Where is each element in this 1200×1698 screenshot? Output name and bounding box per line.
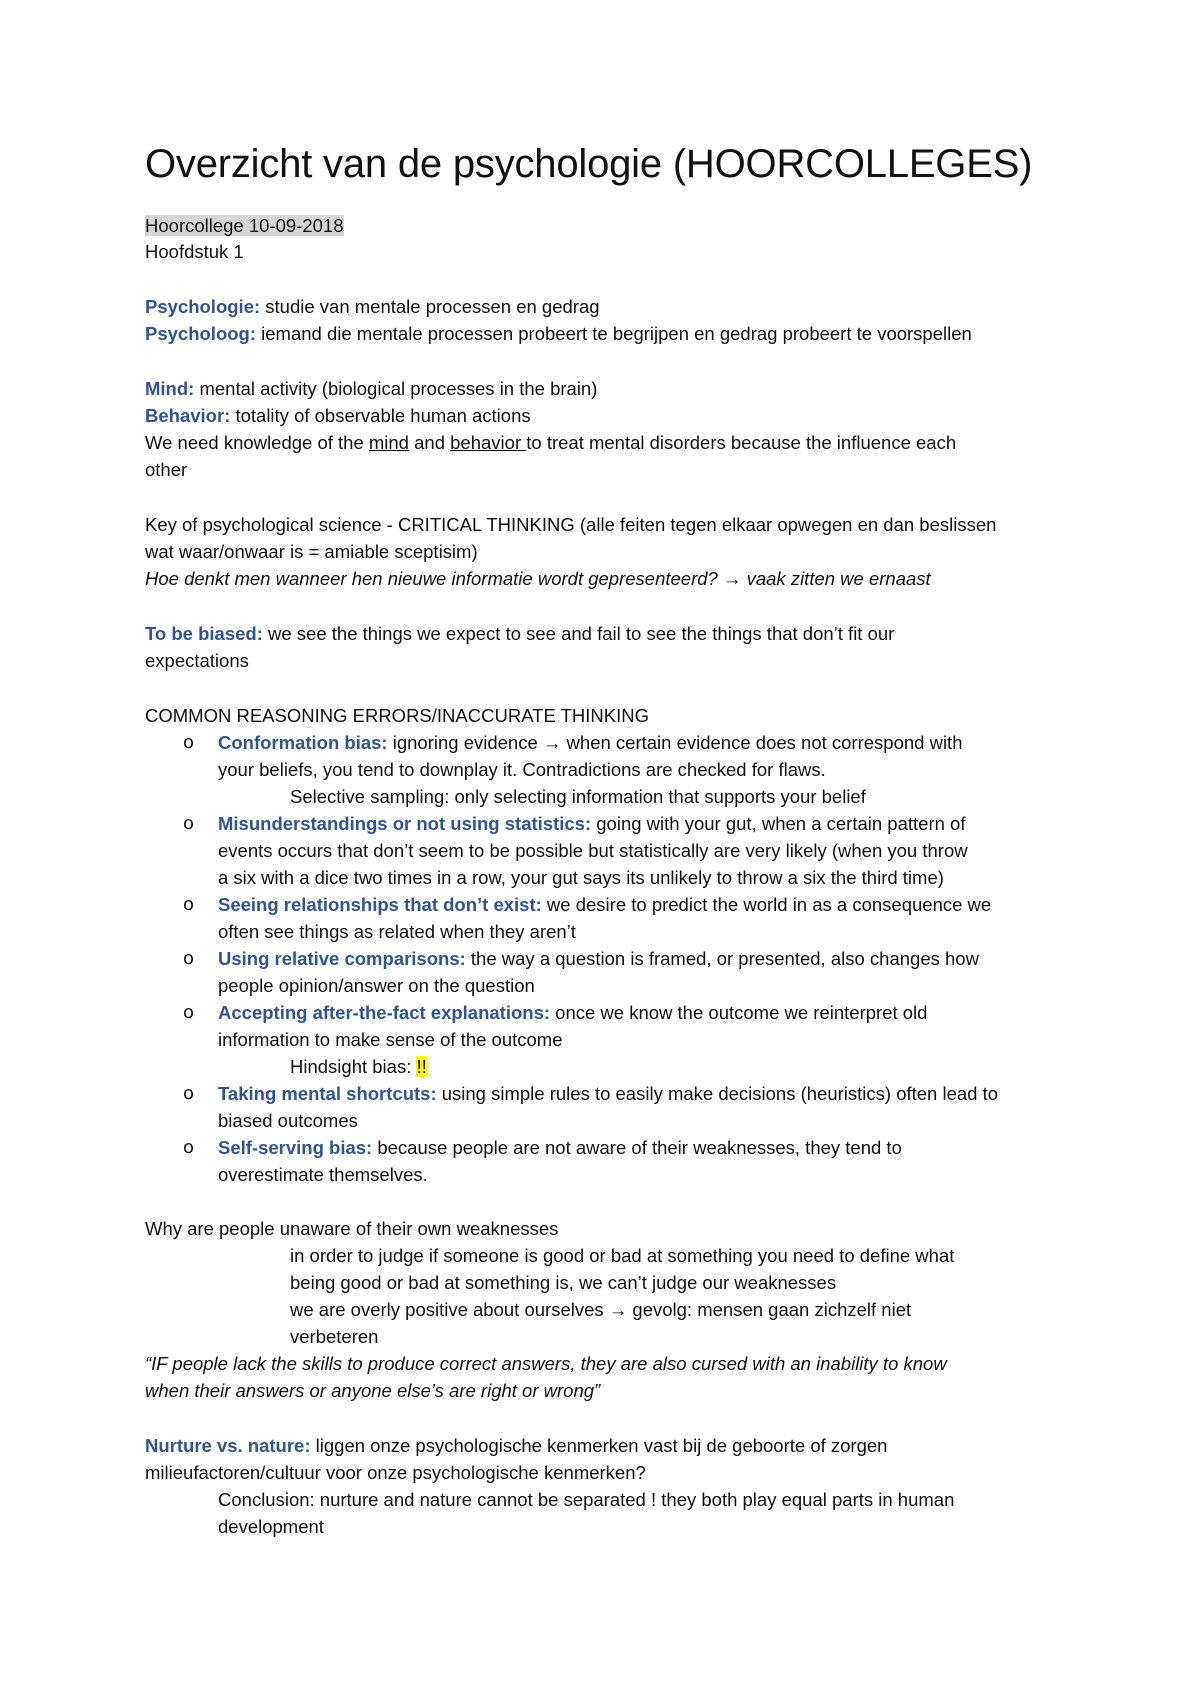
definition-biased-end: expectations [145, 650, 249, 671]
knowledge-line-end: other [145, 459, 188, 480]
definition-psycholoog: Psycholoog: iemand die mentale processen probeert te begrijpen en gedrag probeert te voorspellen [145, 323, 972, 344]
quote-line2: when their answers or anyone else’s are right or wrong” [145, 1380, 601, 1401]
arrow-right-icon: → [722, 568, 742, 589]
arrow-right-icon: → [542, 732, 562, 753]
unaware-point1-line2: being good or bad at something is, we can’t judge our weaknesses [290, 1272, 837, 1293]
unaware-point1: in order to judge if someone is good or bad at something you need to define what [290, 1245, 955, 1266]
error-shortcuts: Taking mental shortcuts: using simple rules to easily make decisions (heuristics) often lead to [218, 1083, 999, 1104]
error-conformation: Conformation bias: ignoring evidence → when certain evidence does not correspond with [218, 732, 963, 753]
bullet-icon: o [183, 894, 195, 915]
error-selfserving: Self-serving bias: because people are not aware of their weaknesses, they tend to [218, 1137, 902, 1158]
error-relationships: Seeing relationships that don’t exist: we desire to predict the world in as a consequence we [218, 894, 992, 915]
nurture-conclusion: Conclusion: nurture and nature cannot be separated ! they both play equal parts in human [218, 1489, 955, 1510]
definition-nurture-line2: milieufactoren/cultuur voor onze psychologische kenmerken? [145, 1462, 646, 1483]
unaware-point2-line2: verbeteren [290, 1326, 379, 1347]
critical-thinking-line2: wat waar/onwaar is = amiable sceptisim) [145, 541, 478, 562]
hindsight-highlight: !! [416, 1056, 427, 1077]
error-statistics-line2: events occurs that don’t seem to be possible but statistically are very likely (when you throw [218, 840, 968, 861]
bullet-icon: o [183, 1137, 195, 1158]
error-statistics: Misunderstandings or not using statistics: going with your gut, when a certain pattern of [218, 813, 966, 834]
definition-nurture: Nurture vs. nature: liggen onze psychologische kenmerken vast bij de geboorte of zorgen [145, 1435, 888, 1456]
bullet-icon: o [183, 1083, 195, 1104]
selective-sampling: Selective sampling: only selecting information that supports your belief [290, 786, 866, 807]
bullet-icon: o [183, 1002, 195, 1023]
knowledge-line: We need knowledge of the mind and behavior to treat mental disorders because the influence each [145, 432, 957, 453]
definition-mind: Mind: mental activity (biological processes in the brain) [145, 378, 598, 399]
error-relative-line2: people opinion/answer on the question [218, 975, 535, 996]
lecture-date-highlight: Hoorcollege 10-09-2018 [145, 215, 344, 236]
error-relationships-line2: often see things as related when they aren’t [218, 921, 576, 942]
error-selfserving-line2: overestimate themselves. [218, 1164, 428, 1185]
error-statistics-line3: a six with a dice two times in a row, your gut says its unlikely to throw a six the third time) [218, 867, 944, 888]
definition-psychologie: Psychologie: studie van mentale processen en gedrag [145, 296, 600, 317]
unaware-point2: we are overly positive about ourselves → gevolg: mensen gaan zichzelf niet [290, 1299, 912, 1320]
critical-thinking-line1: Key of psychological science - CRITICAL THINKING (alle feiten tegen elkaar opwegen en dan beslissen [145, 514, 997, 535]
error-afterfact: Accepting after-the-fact explanations: once we know the outcome we reinterpret old [218, 1002, 928, 1023]
bullet-icon: o [183, 948, 195, 969]
arrow-right-icon: → [608, 1299, 628, 1320]
unaware-heading: Why are people unaware of their own weaknesses [145, 1218, 559, 1239]
error-afterfact-line2: information to make sense of the outcome [218, 1029, 563, 1050]
bullet-icon: o [183, 813, 195, 834]
hindsight-bias: Hindsight bias: !! [290, 1056, 427, 1077]
definition-behavior: Behavior: totality of observable human actions [145, 405, 531, 426]
quote-line1: “IF people lack the skills to produce correct answers, they are also cursed with an inability to know [145, 1353, 947, 1374]
error-relative: Using relative comparisons: the way a question is framed, or presented, also changes how [218, 948, 979, 969]
bullet-icon: o [183, 732, 195, 753]
critical-question: Hoe denkt men wanneer hen nieuwe informatie wordt gepresenteerd? → vaak zitten we ernaast [145, 568, 931, 589]
lecture-date [145, 214, 344, 238]
errors-heading: COMMON REASONING ERRORS/INACCURATE THINKING [145, 705, 649, 726]
document-title: Overzicht van de psychologie (HOORCOLLEGES) [145, 142, 1033, 186]
error-conformation-line2: your beliefs, you tend to downplay it. Contradictions are checked for flaws. [218, 759, 826, 780]
chapter-label: Hoofdstuk 1 [145, 241, 244, 262]
definition-biased: To be biased: we see the things we expect to see and fail to see the things that don’t fit our [145, 623, 895, 644]
error-shortcuts-line2: biased outcomes [218, 1110, 358, 1131]
nurture-conclusion-line2: development [218, 1516, 324, 1537]
